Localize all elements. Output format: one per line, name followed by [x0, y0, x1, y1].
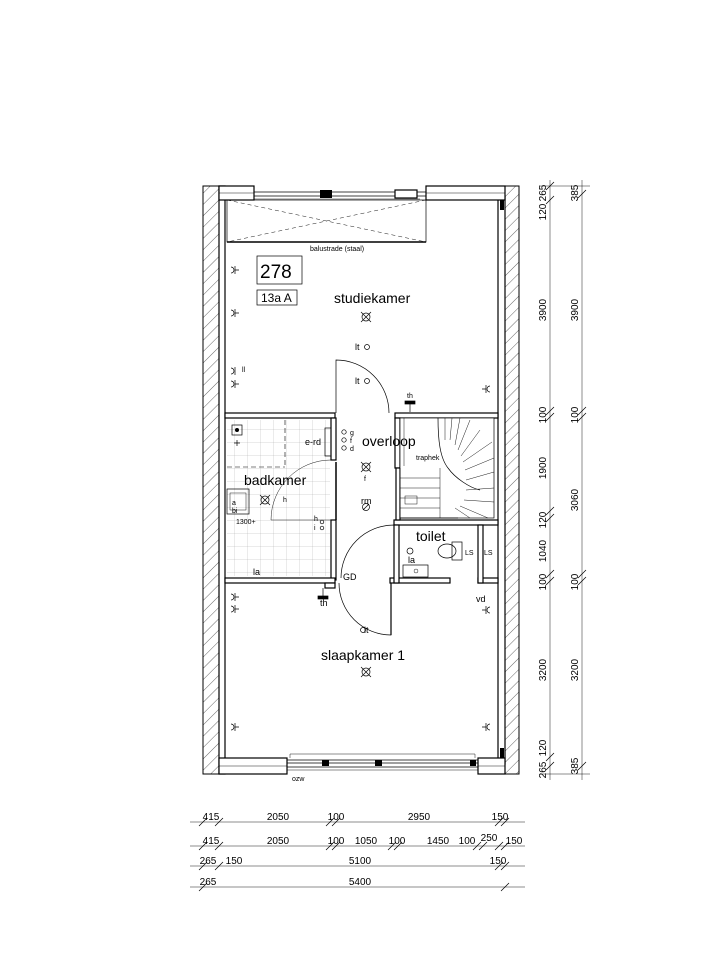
label-balustrade: balustrade (staal) [310, 246, 365, 253]
dim-o1: 385 [570, 184, 581, 202]
label-f2: f [364, 476, 366, 483]
label-e-rd: e-rd [305, 437, 322, 447]
dim-b2-6: 1450 [426, 836, 450, 847]
room-overloop: overloop [362, 433, 416, 449]
dim-b3-3: 5100 [348, 856, 372, 867]
dim-v4: 100 [538, 406, 549, 424]
bottom-dims-row-1 [203, 812, 509, 823]
bottom-dims-row-2 [203, 833, 523, 847]
dim-b1-1: 415 [202, 812, 220, 823]
label-a: a [232, 500, 236, 507]
label-d: d [350, 446, 354, 453]
dim-b2-7: 100 [458, 836, 476, 847]
label-rm: rm [361, 496, 372, 506]
label-1300: 1300+ [236, 519, 256, 526]
house-number: 278 [260, 262, 292, 283]
dim-v1: 265 [538, 184, 549, 202]
dim-v7: 1040 [538, 539, 549, 563]
label-lt-3: lt [364, 625, 369, 635]
right-dims-outer [570, 184, 581, 774]
dim-v10: 120 [538, 739, 549, 757]
house-type: 13a A [261, 291, 292, 305]
right-dims-inner [538, 184, 549, 778]
dim-o4: 3060 [570, 488, 581, 512]
dim-b2-8: 250 [480, 833, 498, 844]
dim-b2-9: 150 [505, 836, 523, 847]
label-bi: bi [232, 508, 238, 515]
dim-b2-2: 2050 [266, 836, 290, 847]
dim-v8: 100 [538, 573, 549, 591]
dim-b2-3: 100 [327, 836, 345, 847]
room-badkamer: badkamer [244, 472, 307, 488]
room-slaapkamer: slaapkamer 1 [321, 647, 406, 663]
dim-b3-4: 150 [489, 856, 507, 867]
dim-b4-2: 5400 [348, 877, 372, 888]
label-ls-2: LS [484, 550, 493, 557]
label-f: f [350, 438, 352, 445]
label-traphek: traphek [416, 455, 440, 462]
label-la-2: la [408, 555, 416, 565]
label-g: g [350, 430, 354, 437]
label-h: h [283, 497, 287, 504]
dim-o5: 100 [570, 573, 581, 591]
dim-v9: 3200 [538, 658, 549, 682]
dim-b1-5: 150 [491, 812, 509, 823]
dim-o6: 3200 [570, 658, 581, 682]
room-toilet: toilet [416, 528, 446, 544]
dim-b2-4: 1050 [354, 836, 378, 847]
label-ozw: ozw [292, 776, 305, 783]
room-studiekamer: studiekamer [334, 290, 411, 306]
dim-v3: 3900 [538, 298, 549, 322]
dim-b3-2: 150 [225, 856, 243, 867]
dim-b1-4: 2950 [407, 812, 431, 823]
label-th-bottom: th [320, 598, 328, 608]
label-hi: h [314, 516, 318, 523]
label-lt-2: lt [355, 376, 360, 386]
label-ls-1: LS [465, 550, 474, 557]
label-la-1: la [253, 567, 261, 577]
dim-b1-3: 100 [327, 812, 345, 823]
dim-b2-5: 100 [388, 836, 406, 847]
label-lt-1: lt [355, 342, 360, 352]
dim-v6: 120 [538, 511, 549, 529]
label-gd: GD [343, 572, 357, 582]
dim-b3-1: 265 [199, 856, 217, 867]
dim-b2-1: 415 [202, 836, 220, 847]
bottom-dims-row-3 [200, 856, 507, 867]
bottom-dims-row-4 [200, 877, 372, 888]
dim-v5: 1900 [538, 456, 549, 480]
label-ll: ll [242, 367, 246, 374]
label-th-top: th [407, 393, 413, 400]
dim-v11: 265 [538, 761, 549, 779]
dim-o2: 3900 [570, 298, 581, 322]
dim-b4-1: 265 [199, 877, 217, 888]
dim-o7: 385 [570, 757, 581, 775]
dim-v2: 120 [538, 203, 549, 221]
dim-o3: 100 [570, 406, 581, 424]
label-vd: vd [476, 594, 486, 604]
dim-b1-2: 2050 [266, 812, 290, 823]
label-i: i [314, 525, 316, 532]
